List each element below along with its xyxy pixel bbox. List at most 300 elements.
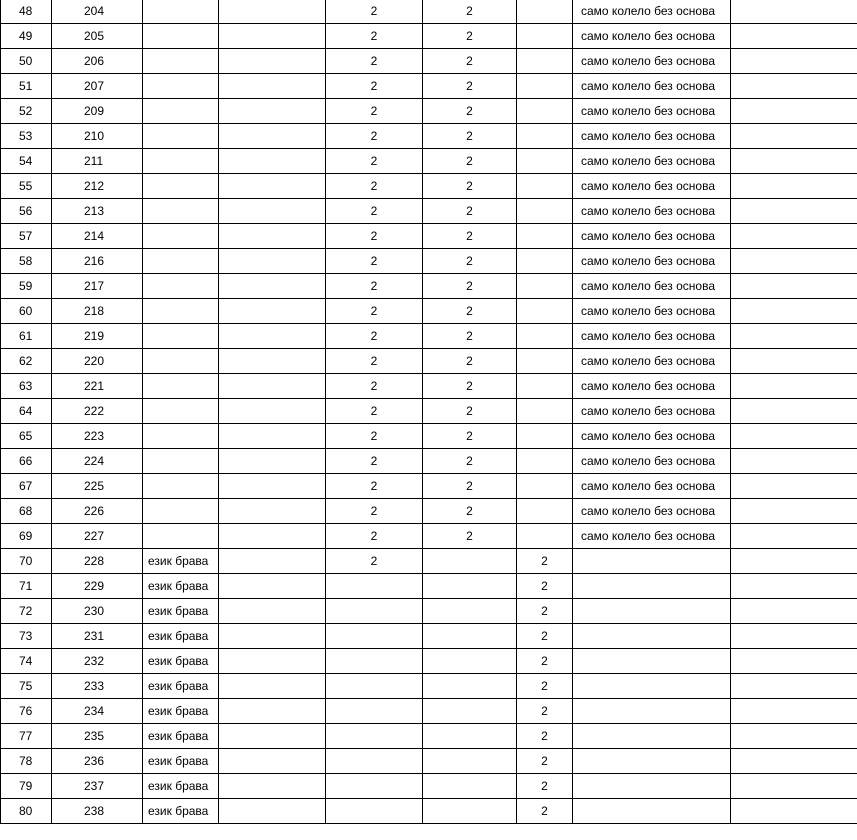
quantity-b-cell: 2 [423, 499, 517, 524]
row-number-cell: 71 [1, 574, 52, 599]
quantity-c-cell: 2 [517, 749, 573, 774]
empty-cell [219, 549, 326, 574]
note-cell: само колело без основа [573, 424, 731, 449]
quantity-b-cell: 2 [423, 24, 517, 49]
trailing-cell [731, 474, 857, 499]
quantity-c-cell: 2 [517, 699, 573, 724]
empty-cell [219, 199, 326, 224]
row-number-cell: 50 [1, 49, 52, 74]
item-id-cell: 207 [52, 74, 143, 99]
table-row [1, 399, 857, 424]
row-number-cell: 78 [1, 749, 52, 774]
row-number-cell: 53 [1, 124, 52, 149]
quantity-b-cell: 2 [423, 324, 517, 349]
quantity-c-cell [517, 199, 573, 224]
description-cell [143, 274, 219, 299]
empty-cell [219, 174, 326, 199]
empty-cell [219, 524, 326, 549]
quantity-b-cell: 2 [423, 374, 517, 399]
table-row [1, 249, 857, 274]
quantity-a-cell: 2 [326, 449, 423, 474]
quantity-c-cell [517, 524, 573, 549]
empty-cell [219, 499, 326, 524]
item-id-cell: 228 [52, 549, 143, 574]
quantity-a-cell: 2 [326, 399, 423, 424]
item-id-cell: 226 [52, 499, 143, 524]
note-cell [573, 749, 731, 774]
quantity-c-cell [517, 149, 573, 174]
empty-cell [219, 24, 326, 49]
table-row [1, 549, 857, 574]
quantity-b-cell: 2 [423, 474, 517, 499]
note-cell: само колело без основа [573, 524, 731, 549]
empty-cell [219, 124, 326, 149]
row-number-cell: 56 [1, 199, 52, 224]
empty-cell [219, 49, 326, 74]
quantity-b-cell [423, 624, 517, 649]
quantity-a-cell [326, 624, 423, 649]
quantity-c-cell [517, 74, 573, 99]
description-cell [143, 124, 219, 149]
table-row [1, 49, 857, 74]
description-cell [143, 174, 219, 199]
description-cell [143, 24, 219, 49]
empty-cell [219, 149, 326, 174]
row-number-cell: 75 [1, 674, 52, 699]
description-cell [143, 374, 219, 399]
description-cell [143, 0, 219, 24]
item-id-cell: 235 [52, 724, 143, 749]
empty-cell [219, 799, 326, 824]
item-id-cell: 222 [52, 399, 143, 424]
row-number-cell: 60 [1, 299, 52, 324]
note-cell [573, 774, 731, 799]
trailing-cell [731, 99, 857, 124]
quantity-c-cell: 2 [517, 774, 573, 799]
quantity-c-cell [517, 299, 573, 324]
item-id-cell: 230 [52, 599, 143, 624]
quantity-b-cell: 2 [423, 74, 517, 99]
item-id-cell: 209 [52, 99, 143, 124]
empty-cell [219, 649, 326, 674]
table-row [1, 449, 857, 474]
item-id-cell: 213 [52, 199, 143, 224]
quantity-a-cell: 2 [326, 124, 423, 149]
trailing-cell [731, 199, 857, 224]
note-cell: само колело без основа [573, 24, 731, 49]
row-number-cell: 73 [1, 624, 52, 649]
table-row [1, 199, 857, 224]
item-id-cell: 236 [52, 749, 143, 774]
quantity-c-cell: 2 [517, 599, 573, 624]
note-cell: само колело без основа [573, 274, 731, 299]
description-cell: език брава [143, 699, 219, 724]
note-cell: само колело без основа [573, 399, 731, 424]
trailing-cell [731, 574, 857, 599]
quantity-a-cell [326, 649, 423, 674]
description-cell [143, 249, 219, 274]
trailing-cell [731, 374, 857, 399]
note-cell [573, 799, 731, 824]
quantity-b-cell [423, 549, 517, 574]
quantity-b-cell [423, 749, 517, 774]
note-cell: само колело без основа [573, 74, 731, 99]
quantity-b-cell: 2 [423, 0, 517, 24]
row-number-cell: 48 [1, 0, 52, 24]
description-cell [143, 524, 219, 549]
row-number-cell: 79 [1, 774, 52, 799]
note-cell: само колело без основа [573, 174, 731, 199]
note-cell: само колело без основа [573, 199, 731, 224]
quantity-a-cell: 2 [326, 549, 423, 574]
description-cell: език брава [143, 649, 219, 674]
quantity-b-cell [423, 799, 517, 824]
quantity-c-cell [517, 349, 573, 374]
trailing-cell [731, 399, 857, 424]
quantity-c-cell: 2 [517, 724, 573, 749]
description-cell [143, 424, 219, 449]
quantity-c-cell: 2 [517, 674, 573, 699]
row-number-cell: 59 [1, 274, 52, 299]
quantity-a-cell: 2 [326, 224, 423, 249]
row-number-cell: 68 [1, 499, 52, 524]
note-cell: само колело без основа [573, 499, 731, 524]
item-id-cell: 212 [52, 174, 143, 199]
note-cell [573, 699, 731, 724]
item-id-cell: 218 [52, 299, 143, 324]
quantity-a-cell: 2 [326, 424, 423, 449]
quantity-b-cell: 2 [423, 249, 517, 274]
description-cell [143, 499, 219, 524]
note-cell: само колело без основа [573, 149, 731, 174]
description-cell [143, 449, 219, 474]
quantity-c-cell [517, 174, 573, 199]
quantity-a-cell: 2 [326, 524, 423, 549]
quantity-a-cell [326, 799, 423, 824]
note-cell: само колело без основа [573, 349, 731, 374]
item-id-cell: 219 [52, 324, 143, 349]
table-row [1, 799, 857, 824]
empty-cell [219, 224, 326, 249]
trailing-cell [731, 74, 857, 99]
row-number-cell: 62 [1, 349, 52, 374]
empty-cell [219, 0, 326, 24]
quantity-a-cell [326, 724, 423, 749]
table-row [1, 699, 857, 724]
note-cell: само колело без основа [573, 324, 731, 349]
table-row [1, 499, 857, 524]
row-number-cell: 58 [1, 249, 52, 274]
trailing-cell [731, 249, 857, 274]
quantity-b-cell [423, 649, 517, 674]
empty-cell [219, 599, 326, 624]
trailing-cell [731, 549, 857, 574]
quantity-a-cell: 2 [326, 324, 423, 349]
table-row [1, 574, 857, 599]
table-row [1, 224, 857, 249]
trailing-cell [731, 674, 857, 699]
trailing-cell [731, 649, 857, 674]
quantity-c-cell [517, 424, 573, 449]
description-cell [143, 349, 219, 374]
trailing-cell [731, 24, 857, 49]
trailing-cell [731, 424, 857, 449]
quantity-b-cell: 2 [423, 399, 517, 424]
quantity-a-cell: 2 [326, 499, 423, 524]
quantity-c-cell [517, 399, 573, 424]
description-cell: език брава [143, 749, 219, 774]
note-cell: само колело без основа [573, 224, 731, 249]
row-number-cell: 76 [1, 699, 52, 724]
table-row [1, 649, 857, 674]
quantity-c-cell: 2 [517, 549, 573, 574]
item-id-cell: 221 [52, 374, 143, 399]
item-id-cell: 231 [52, 624, 143, 649]
quantity-c-cell [517, 49, 573, 74]
table-row [1, 274, 857, 299]
empty-cell [219, 249, 326, 274]
table-row [1, 674, 857, 699]
trailing-cell [731, 149, 857, 174]
trailing-cell [731, 324, 857, 349]
note-cell: само колело без основа [573, 0, 731, 24]
table-body [1, 0, 857, 824]
quantity-b-cell: 2 [423, 349, 517, 374]
quantity-a-cell: 2 [326, 149, 423, 174]
row-number-cell: 52 [1, 99, 52, 124]
quantity-b-cell [423, 724, 517, 749]
row-number-cell: 72 [1, 599, 52, 624]
row-number-cell: 61 [1, 324, 52, 349]
description-cell [143, 224, 219, 249]
item-id-cell: 206 [52, 49, 143, 74]
empty-cell [219, 774, 326, 799]
table-row [1, 724, 857, 749]
item-id-cell: 220 [52, 349, 143, 374]
empty-cell [219, 724, 326, 749]
trailing-cell [731, 599, 857, 624]
quantity-b-cell: 2 [423, 424, 517, 449]
item-id-cell: 224 [52, 449, 143, 474]
quantity-c-cell [517, 474, 573, 499]
quantity-c-cell [517, 324, 573, 349]
row-number-cell: 49 [1, 24, 52, 49]
quantity-c-cell [517, 274, 573, 299]
trailing-cell [731, 274, 857, 299]
quantity-b-cell [423, 674, 517, 699]
quantity-b-cell [423, 699, 517, 724]
row-number-cell: 63 [1, 374, 52, 399]
trailing-cell [731, 799, 857, 824]
row-number-cell: 66 [1, 449, 52, 474]
quantity-c-cell [517, 449, 573, 474]
quantity-b-cell: 2 [423, 449, 517, 474]
item-id-cell: 211 [52, 149, 143, 174]
trailing-cell [731, 699, 857, 724]
quantity-a-cell: 2 [326, 0, 423, 24]
quantity-a-cell: 2 [326, 299, 423, 324]
quantity-c-cell [517, 24, 573, 49]
note-cell: само колело без основа [573, 299, 731, 324]
table-row [1, 24, 857, 49]
description-cell [143, 474, 219, 499]
quantity-a-cell: 2 [326, 49, 423, 74]
quantity-c-cell [517, 499, 573, 524]
quantity-a-cell: 2 [326, 274, 423, 299]
quantity-b-cell [423, 599, 517, 624]
quantity-a-cell [326, 674, 423, 699]
description-cell: език брава [143, 774, 219, 799]
description-cell [143, 49, 219, 74]
note-cell: само колело без основа [573, 449, 731, 474]
trailing-cell [731, 124, 857, 149]
trailing-cell [731, 224, 857, 249]
note-cell [573, 724, 731, 749]
description-cell: език брава [143, 724, 219, 749]
quantity-c-cell: 2 [517, 799, 573, 824]
quantity-a-cell: 2 [326, 199, 423, 224]
note-cell [573, 574, 731, 599]
quantity-b-cell: 2 [423, 199, 517, 224]
quantity-c-cell [517, 99, 573, 124]
row-number-cell: 65 [1, 424, 52, 449]
description-cell: език брава [143, 599, 219, 624]
table-row [1, 774, 857, 799]
empty-cell [219, 99, 326, 124]
trailing-cell [731, 0, 857, 24]
item-id-cell: 232 [52, 649, 143, 674]
description-cell: език брава [143, 799, 219, 824]
table-row [1, 324, 857, 349]
quantity-a-cell [326, 599, 423, 624]
quantity-a-cell [326, 774, 423, 799]
trailing-cell [731, 749, 857, 774]
quantity-a-cell [326, 699, 423, 724]
quantity-a-cell: 2 [326, 99, 423, 124]
item-id-cell: 225 [52, 474, 143, 499]
row-number-cell: 51 [1, 74, 52, 99]
empty-cell [219, 574, 326, 599]
quantity-c-cell: 2 [517, 574, 573, 599]
empty-cell [219, 749, 326, 774]
empty-cell [219, 374, 326, 399]
row-number-cell: 67 [1, 474, 52, 499]
trailing-cell [731, 524, 857, 549]
empty-cell [219, 424, 326, 449]
note-cell: само колело без основа [573, 374, 731, 399]
item-id-cell: 214 [52, 224, 143, 249]
item-id-cell: 227 [52, 524, 143, 549]
description-cell: език брава [143, 674, 219, 699]
quantity-c-cell [517, 374, 573, 399]
trailing-cell [731, 624, 857, 649]
empty-cell [219, 674, 326, 699]
quantity-b-cell: 2 [423, 149, 517, 174]
quantity-a-cell [326, 574, 423, 599]
quantity-b-cell [423, 574, 517, 599]
quantity-b-cell: 2 [423, 524, 517, 549]
row-number-cell: 70 [1, 549, 52, 574]
table-row [1, 0, 857, 24]
item-id-cell: 233 [52, 674, 143, 699]
quantity-c-cell: 2 [517, 649, 573, 674]
item-id-cell: 216 [52, 249, 143, 274]
description-cell: език брава [143, 624, 219, 649]
trailing-cell [731, 349, 857, 374]
item-id-cell: 237 [52, 774, 143, 799]
item-id-cell: 217 [52, 274, 143, 299]
row-number-cell: 74 [1, 649, 52, 674]
description-cell [143, 399, 219, 424]
quantity-a-cell: 2 [326, 24, 423, 49]
trailing-cell [731, 174, 857, 199]
row-number-cell: 64 [1, 399, 52, 424]
note-cell [573, 599, 731, 624]
trailing-cell [731, 724, 857, 749]
table-row [1, 624, 857, 649]
quantity-a-cell [326, 749, 423, 774]
item-id-cell: 205 [52, 24, 143, 49]
empty-cell [219, 74, 326, 99]
table-row [1, 424, 857, 449]
note-cell: само колело без основа [573, 99, 731, 124]
quantity-c-cell: 2 [517, 624, 573, 649]
quantity-b-cell: 2 [423, 224, 517, 249]
quantity-b-cell: 2 [423, 124, 517, 149]
row-number-cell: 57 [1, 224, 52, 249]
row-number-cell: 54 [1, 149, 52, 174]
trailing-cell [731, 49, 857, 74]
empty-cell [219, 699, 326, 724]
empty-cell [219, 624, 326, 649]
row-number-cell: 77 [1, 724, 52, 749]
row-number-cell: 80 [1, 799, 52, 824]
note-cell: само колело без основа [573, 49, 731, 74]
item-id-cell: 238 [52, 799, 143, 824]
description-cell: език брава [143, 574, 219, 599]
row-number-cell: 55 [1, 174, 52, 199]
trailing-cell [731, 299, 857, 324]
quantity-c-cell [517, 224, 573, 249]
quantity-c-cell [517, 124, 573, 149]
quantity-b-cell: 2 [423, 174, 517, 199]
quantity-c-cell [517, 0, 573, 24]
empty-cell [219, 449, 326, 474]
quantity-a-cell: 2 [326, 349, 423, 374]
quantity-c-cell [517, 249, 573, 274]
note-cell [573, 549, 731, 574]
description-cell [143, 99, 219, 124]
table-row [1, 349, 857, 374]
row-number-cell: 69 [1, 524, 52, 549]
table-row [1, 124, 857, 149]
trailing-cell [731, 774, 857, 799]
description-cell [143, 74, 219, 99]
note-cell: само колело без основа [573, 124, 731, 149]
description-cell [143, 149, 219, 174]
quantity-a-cell: 2 [326, 74, 423, 99]
item-id-cell: 234 [52, 699, 143, 724]
quantity-b-cell: 2 [423, 49, 517, 74]
empty-cell [219, 399, 326, 424]
table-row [1, 99, 857, 124]
table-row [1, 374, 857, 399]
empty-cell [219, 299, 326, 324]
empty-cell [219, 274, 326, 299]
note-cell: само колело без основа [573, 249, 731, 274]
trailing-cell [731, 499, 857, 524]
item-id-cell: 223 [52, 424, 143, 449]
